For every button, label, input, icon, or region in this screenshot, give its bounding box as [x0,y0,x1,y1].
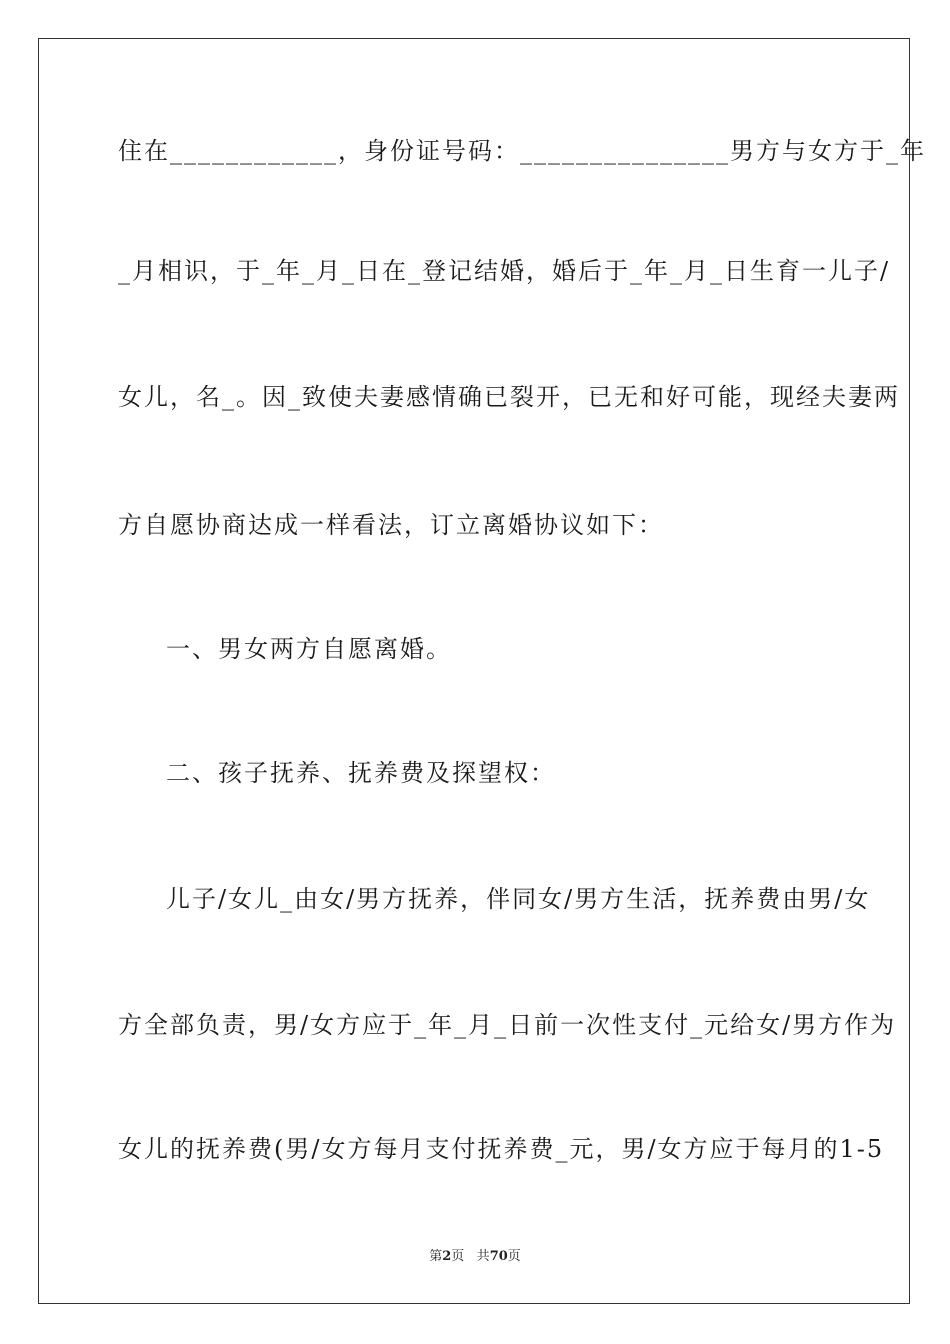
footer-total-prefix: 共 [476,1249,490,1264]
footer-page-total: 70 [489,1249,508,1264]
clause-2-heading: 二、孩子抚养、抚养费及探望权： [166,759,556,787]
footer-total-unit: 页 [507,1249,521,1264]
text-line-8: 方全部负责，男/女方应于_年_月_日前一次性支付_元给女/男方作为 [118,1011,897,1039]
text-line-3: 女儿，名_。因_致使夫妻感情确已裂开，已无和好可能，现经夫妻两 [118,383,900,411]
footer-page-prefix: 第 [429,1249,443,1264]
text-line-7: 儿子/女儿_由女/男方抚养，伴同女/男方生活，抚养费由男/女 [166,885,871,913]
page-footer [0,1245,950,1264]
clause-1-heading: 一、男女两方自愿离婚。 [166,635,452,663]
footer-page-unit: 页 [451,1249,465,1264]
text-line-9: 女儿的抚养费(男/女方每月支付抚养费_元，男/女方应于每月的1-5 [118,1135,885,1163]
text-line-2: _月相识，于_年_月_日在_登记结婚，婚后于_年_月_日生育一儿子/ [118,257,891,285]
text-line-1: 住在____________，身份证号码：_______________男方与女方于_年 [118,137,926,165]
page-border [38,38,926,1304]
footer-page-current: 2 [442,1249,452,1264]
text-line-4: 方自愿协商达成一样看法，订立离婚协议如下： [118,511,664,539]
